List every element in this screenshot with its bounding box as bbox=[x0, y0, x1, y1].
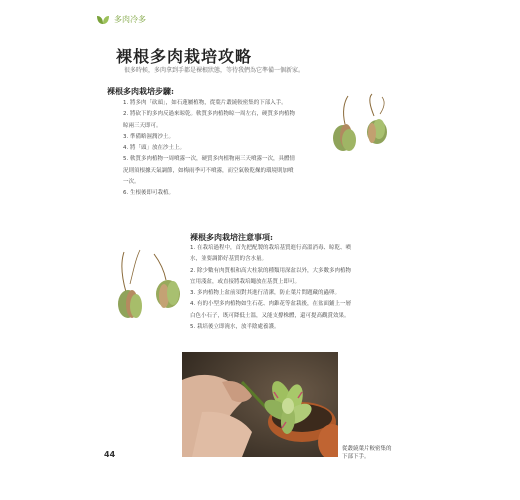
list-item: 白色小石子，既可降低土溫，又能支撐株體，還可提高觀賞效果。 bbox=[190, 312, 350, 319]
section1-list bbox=[123, 98, 328, 200]
page-number: 44 bbox=[104, 450, 116, 459]
list-item: 2. 除少數有肉質根和高大柱狀的種類用深盆以外，大多數多肉植物 bbox=[190, 267, 351, 274]
list-item: 3. 準備略濕潤沙土。 bbox=[123, 133, 174, 140]
list-item: 2. 將砍下的多肉反過來晾乾。軟質多肉植物晾一周左右，硬質多肉植物 bbox=[123, 111, 295, 118]
list-item: 一次。 bbox=[123, 179, 140, 186]
section1-title: 裸根多肉栽培步驟: bbox=[107, 86, 174, 96]
list-item: 況則須根據天氣調節，如梅雨季可不噴霧，而空氣較乾燥的環境則加噴 bbox=[123, 167, 294, 174]
succulent-photo bbox=[182, 352, 338, 457]
list-item: 6. 生根後即可栽植。 bbox=[123, 190, 174, 197]
list-item: 水，並要調節好基質的含水量。 bbox=[190, 256, 268, 263]
list-item: 4. 將「頭」放在沙土上。 bbox=[123, 145, 185, 152]
list-item: 5. 栽培後立即澆水，放半陰處養護。 bbox=[190, 324, 280, 331]
list-item: 晾兩三天即可。 bbox=[123, 122, 162, 129]
section-header: 多肉冷多 bbox=[114, 15, 146, 24]
list-item: 3. 多肉植物上盆前須對其進行清潔，防止葉片問題藏的蟲卵。 bbox=[190, 290, 340, 297]
hanging-succulent-image bbox=[110, 248, 188, 328]
list-item: 5. 軟質多肉植物一周噴霧一次，硬質多肉植物兩三天噴霧一次，具體情 bbox=[123, 156, 295, 163]
intro-text: 很多時候，多肉拿到手都是裸根狀態，等待我們為它準備一個新家。 bbox=[124, 67, 305, 74]
hanging-succulent-image bbox=[322, 92, 392, 162]
list-item: 宜用淺盆，或直接將栽培繩放在基質上即可。 bbox=[190, 278, 301, 285]
section2-list bbox=[190, 243, 385, 333]
list-item: 4. 有的小型多肉植物如生石花、肉錐花等盆栽後，在盆面鋪上一層 bbox=[190, 301, 351, 308]
photo-caption: 從叢繞葉片較密集的下部下手。 bbox=[342, 446, 392, 460]
list-item: 1. 將多肉「砍頭」，如石蓮屬植物，從葉片叢繞較密集的下部入手。 bbox=[123, 100, 287, 106]
page-header bbox=[96, 14, 146, 25]
leaf-logo-icon bbox=[96, 15, 110, 25]
list-item: 1. 在栽培過程中，首先把配製的栽培基質進行高溫消毒、晾乾、噴 bbox=[190, 245, 351, 251]
section2-title: 裸根多肉栽培注意事項: bbox=[190, 232, 273, 242]
page-title: 裸根多肉栽培攻略 bbox=[116, 47, 253, 66]
